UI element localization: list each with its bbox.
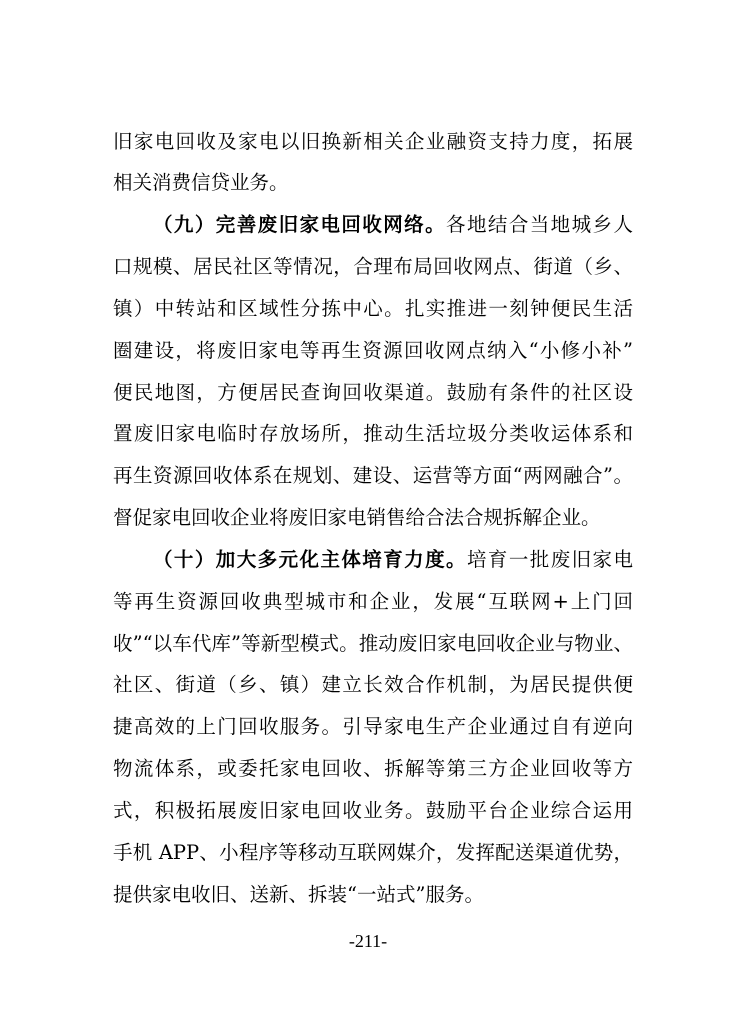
body-line: 镇）中转站和区域性分拣中心。扎实推进一刻钟便民生活: [113, 297, 633, 320]
body-line: 捷高效的上门回收服务。引导家电生产企业通过自有逆向: [113, 715, 633, 738]
body-line: 社区、街道（乡、镇）建立长效合作机制，为居民提供便: [113, 673, 633, 696]
body-line: 督促家电回收企业将废旧家电销售给合法合规拆解企业。: [113, 506, 601, 529]
section-10-first-line: [113, 547, 633, 573]
body-line: 再生资源回收体系在规划、建设、运营等方面“两网融合”。: [113, 464, 633, 487]
body-line: 物流体系，或委托家电回收、拆解等第三方企业回收等方: [113, 757, 633, 780]
section-9-text: 各地结合当地城乡人: [446, 213, 633, 236]
section-10-text: 培育一批废旧家电: [466, 548, 633, 571]
body-line: 口规模、居民社区等情况，合理布局回收网点、街道（乡、: [113, 255, 633, 278]
body-line: 等再生资源回收典型城市和企业，发展“互联网+上门回: [113, 590, 633, 613]
section-9-heading: （九）完善废旧家电回收网络。: [153, 213, 447, 236]
body-line: 手机 APP、小程序等移动互联网媒介，发挥配送渠道优势，: [113, 841, 633, 864]
body-line: 便民地图，方便居民查询回收渠道。鼓励有条件的社区设: [113, 381, 633, 404]
page-number: -211-: [348, 931, 388, 951]
body-line: 置废旧家电临时存放场所，推动生活垃圾分类收运体系和: [113, 422, 633, 445]
body-line: 旧家电回收及家电以旧换新相关企业融资支持力度，拓展: [113, 130, 633, 153]
body-line: 式，积极拓展废旧家电回收业务。鼓励平台企业综合运用: [113, 799, 633, 822]
body-line: 相关消费信贷业务。: [113, 171, 289, 194]
body-line: 提供家电收旧、送新、拆装“一站式”服务。: [113, 883, 484, 906]
section-9-first-line: [113, 212, 633, 238]
body-line: 圈建设，将废旧家电等再生资源回收网点纳入“小修小补”: [113, 339, 633, 362]
body-line: 收”“以车代库”等新型模式。推动废旧家电回收企业与物业、: [113, 632, 633, 655]
section-10-heading: （十）加大多元化主体培育力度。: [153, 548, 467, 571]
